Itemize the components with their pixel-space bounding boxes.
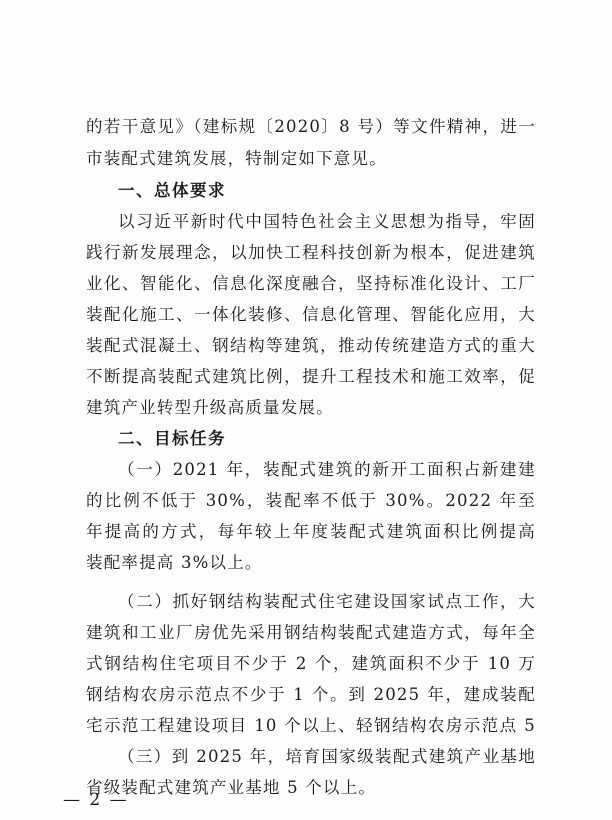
body-line: 践行新发展理念，以加快工程科技创新为根本，促进建筑	[86, 243, 536, 262]
body-line: 省级装配式建筑产业基地 5 个以上。	[86, 778, 377, 797]
body-line: 以习近平新时代中国特色社会主义思想为指导，牢固	[118, 212, 536, 231]
body-line: 业化、智能化、信息化深度融合，坚持标准化设计、工厂	[86, 274, 536, 293]
body-line: （二）抓好钢结构装配式住宅建设国家试点工作，大	[118, 592, 536, 611]
body-line: 建筑和工业厂房优先采用钢结构装配式建造方式，每年全	[86, 623, 536, 642]
section-heading: 二、目标任务	[118, 429, 226, 448]
body-line: 装配式混凝土、钢结构等建筑，推动传统建造方式的重大	[86, 336, 536, 355]
body-line: 装配率提高 3%以上。	[86, 553, 263, 572]
body-line: 宅示范工程建设项目 10 个以上、轻钢结构农房示范点 5	[86, 716, 536, 735]
body-line: 不断提高装配式建筑比例，提升工程技术和施工效率，促	[86, 367, 536, 386]
body-line: 的比例不低于 30%，装配率不低于 30%。2022 年至	[86, 491, 536, 510]
body-line: 年提高的方式，每年较上年度装配式建筑面积比例提高	[86, 522, 536, 541]
section-heading: 一、总体要求	[118, 181, 226, 200]
body-line: 的若干意见》（建标规〔2020〕8 号）等文件精神，进一	[86, 117, 536, 136]
body-line: 建筑产业转型升级高质量发展。	[86, 398, 334, 417]
body-line: 装配化施工、一体化装修、信息化管理、智能化应用，大	[86, 305, 536, 324]
body-line: 市装配式建筑发展，特制定如下意见。	[86, 149, 387, 168]
page-number: — 2 —	[63, 790, 129, 810]
body-line: 式钢结构住宅项目不少于 2 个，建筑面积不少于 10 万	[86, 654, 536, 673]
body-line: （一）2021 年，装配式建筑的新开工面积占新建建	[118, 460, 536, 479]
body-line: （三）到 2025 年，培育国家级装配式建筑产业基地	[118, 747, 536, 766]
body-line: 钢结构农房示范点不少于 1 个。到 2025 年，建成装配	[86, 685, 536, 704]
